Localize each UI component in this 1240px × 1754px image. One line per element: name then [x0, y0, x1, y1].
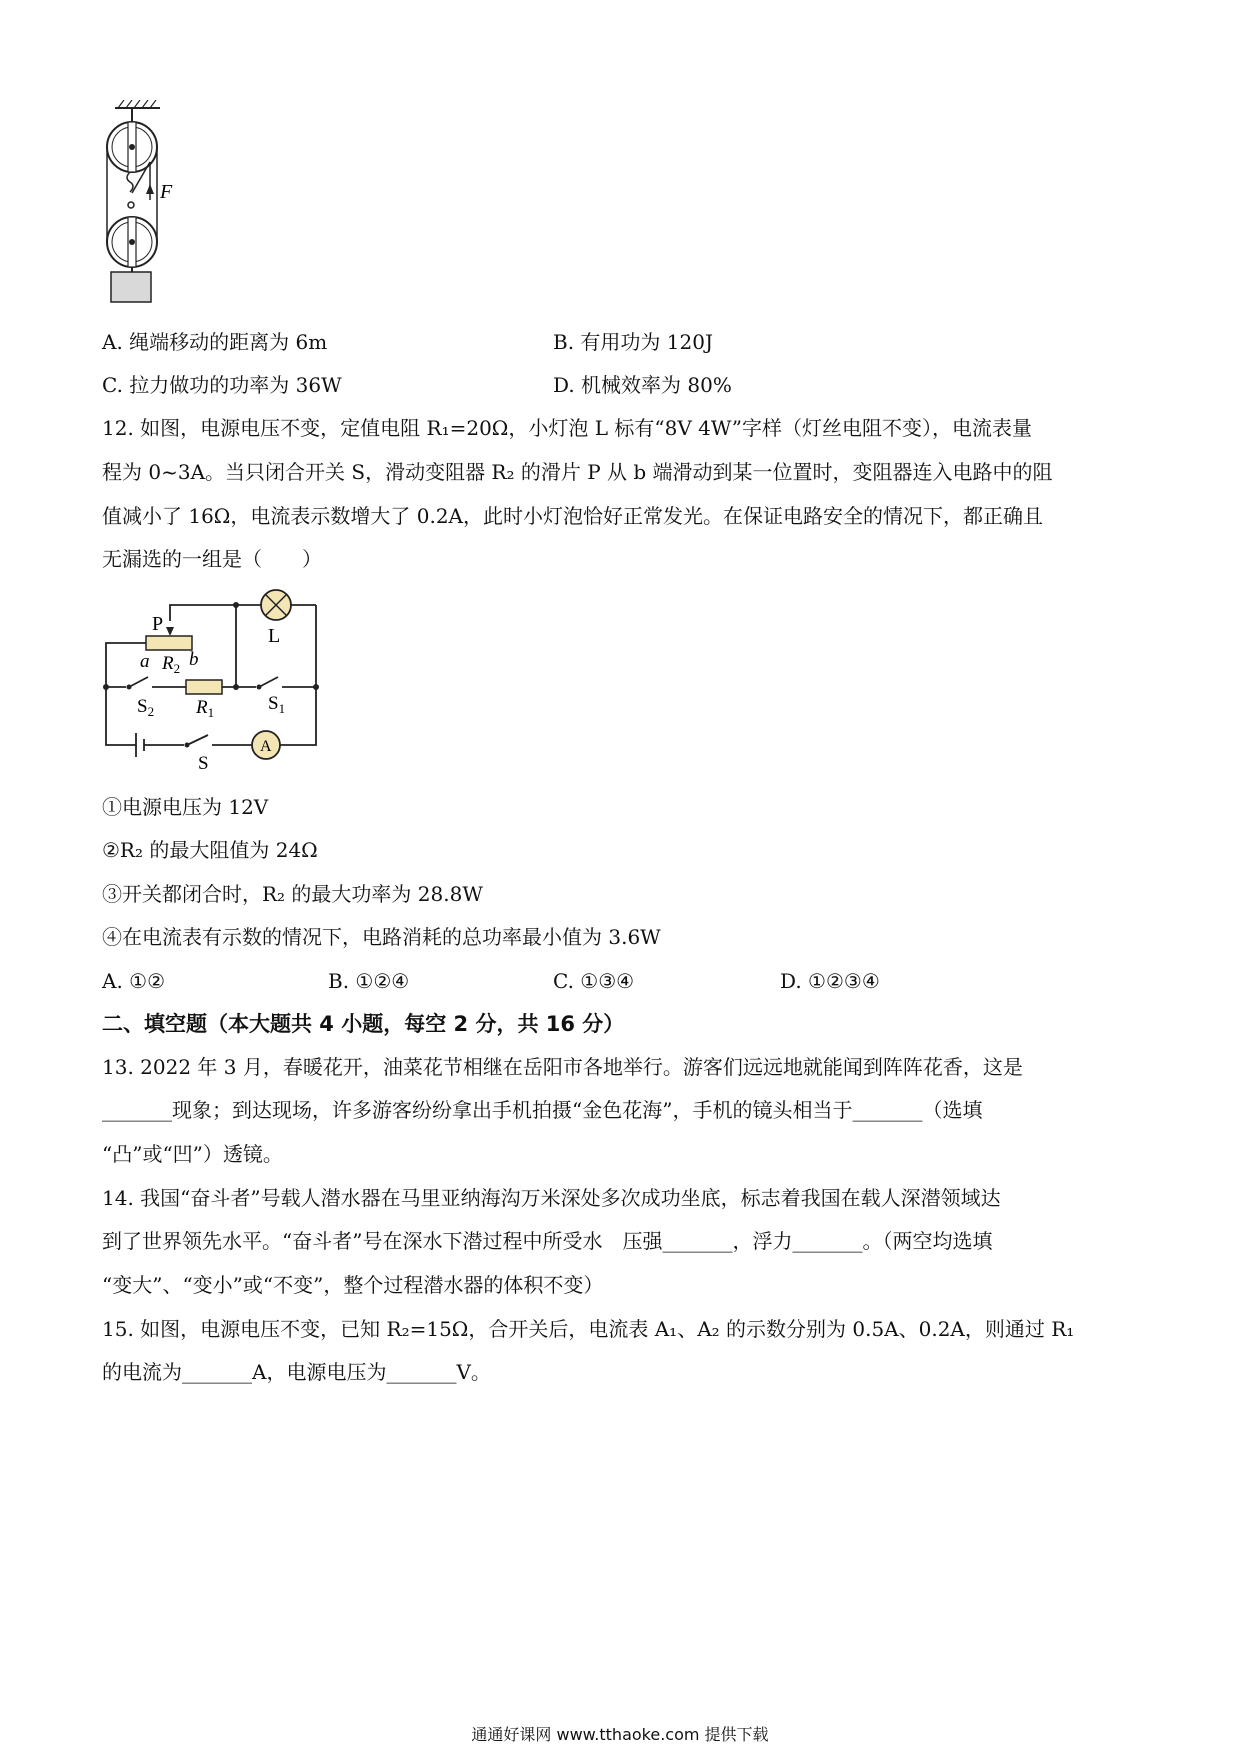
q13-line-2: _______现象；到达现场，许多游客纷纷拿出手机拍摄“金色花海”，手机的镜头相当于_______（选填 [102, 1098, 983, 1122]
q15-line-1: 15. 如图，电源电压不变，已知 R₂=15Ω，合开关后，电流表 A₁、A₂ 的示数分别为 0.5A、0.2A，则通过 R₁ [102, 1317, 1075, 1341]
q15-line-2: 的电流为_______A，电源电压为_______V。 [102, 1360, 491, 1384]
circuit-diagram-q12 [96, 585, 336, 775]
svg-text:R1 [195, 697, 214, 720]
q12-line-2: 程为 0~3A。当只闭合开关 S，滑动变阻器 R₂ 的滑片 P 从 b 端滑动到某一位置时，变阻器连入电路中的阻 [102, 460, 1053, 484]
rheostat-r2 [146, 636, 192, 650]
q12-option-d: D. ①②③④ [780, 969, 880, 993]
section-heading: 二、填空题（本大题共 4 小题，每空 2 分，共 16 分） [102, 1012, 625, 1036]
svg-text:S2 [137, 696, 154, 719]
label-l: L [268, 625, 281, 647]
pulley-figure [100, 100, 220, 305]
label-s: S [198, 753, 209, 774]
label-a-end: a [140, 651, 150, 672]
q12-option-a: A. ①② [102, 969, 166, 993]
q12-option-b: B. ①②④ [328, 969, 410, 993]
q14-line-1: 14. 我国“奋斗者”号载人潜水器在马里亚纳海沟万米深处多次成功坐底，标志着我国在载人深潜领域达 [102, 1186, 1001, 1210]
q11-option-b: B. 有用功为 120J [553, 330, 713, 354]
label-p: P [152, 613, 164, 635]
label-b-end: b [189, 649, 199, 670]
force-label: F [160, 181, 173, 203]
label-s2-sub: 2 [147, 704, 155, 719]
footer-source: 通通好课网 www.tthaoke.com 提供下载 [471, 1725, 769, 1744]
q14-line-3: “变大”、“变小”或“不变”，整个过程潜水器的体积不变） [102, 1273, 604, 1297]
resistor-r1 [186, 680, 222, 694]
label-s2: S [137, 696, 148, 717]
q12-statement-4: ④在电流表有示数的情况下，电路消耗的总功率最小值为 3.6W [102, 925, 661, 949]
q12-statement-3: ③开关都闭合时，R₂ 的最大功率为 28.8W [102, 882, 483, 906]
q11-option-c: C. 拉力做功的功率为 36W [102, 373, 342, 397]
svg-text:S1 [268, 693, 285, 716]
q13-line-1: 13. 2022 年 3 月，春暖花开，油菜花节相继在岳阳市各地举行。游客们远远地就能闻到阵阵花香，这是 [102, 1055, 1023, 1079]
label-r2-sub: 2 [173, 661, 181, 676]
label-r2: R [162, 653, 174, 674]
q11-option-a: A. 绳端移动的距离为 6m [102, 330, 328, 354]
q12-line-1: 12. 如图，电源电压不变，定值电阻 R₁=20Ω，小灯泡 L 标有“8V 4W”字样（灯丝电阻不变），电流表量 [102, 416, 1033, 440]
label-s1: S [268, 693, 279, 714]
weight-block [111, 272, 151, 302]
label-ammeter: A [260, 738, 272, 755]
q12-line-4: 无漏选的一组是（ ） [102, 547, 322, 571]
q13-line-3: “凸”或“凹”）透镜。 [102, 1142, 283, 1166]
q11-option-d: D. 机械效率为 80% [553, 373, 732, 397]
q14-line-2: 到了世界领先水平。“奋斗者”号在深水下潜过程中所受水 压强_______，浮力_______。（两空均选填 [102, 1229, 993, 1253]
q12-line-3: 值减小了 16Ω，电流表示数增大了 0.2A，此时小灯泡恰好正常发光。在保证电路安全的情况下，都正确且 [102, 504, 1043, 528]
label-r1-sub: 1 [207, 705, 215, 720]
label-s1-sub: 1 [278, 701, 286, 716]
q12-statement-1: ①电源电压为 12V [102, 795, 269, 819]
label-r1: R [196, 697, 208, 718]
svg-text:R2 [161, 653, 180, 676]
q12-option-c: C. ①③④ [553, 969, 635, 993]
q12-statement-2: ②R₂ 的最大阻值为 24Ω [102, 838, 318, 862]
